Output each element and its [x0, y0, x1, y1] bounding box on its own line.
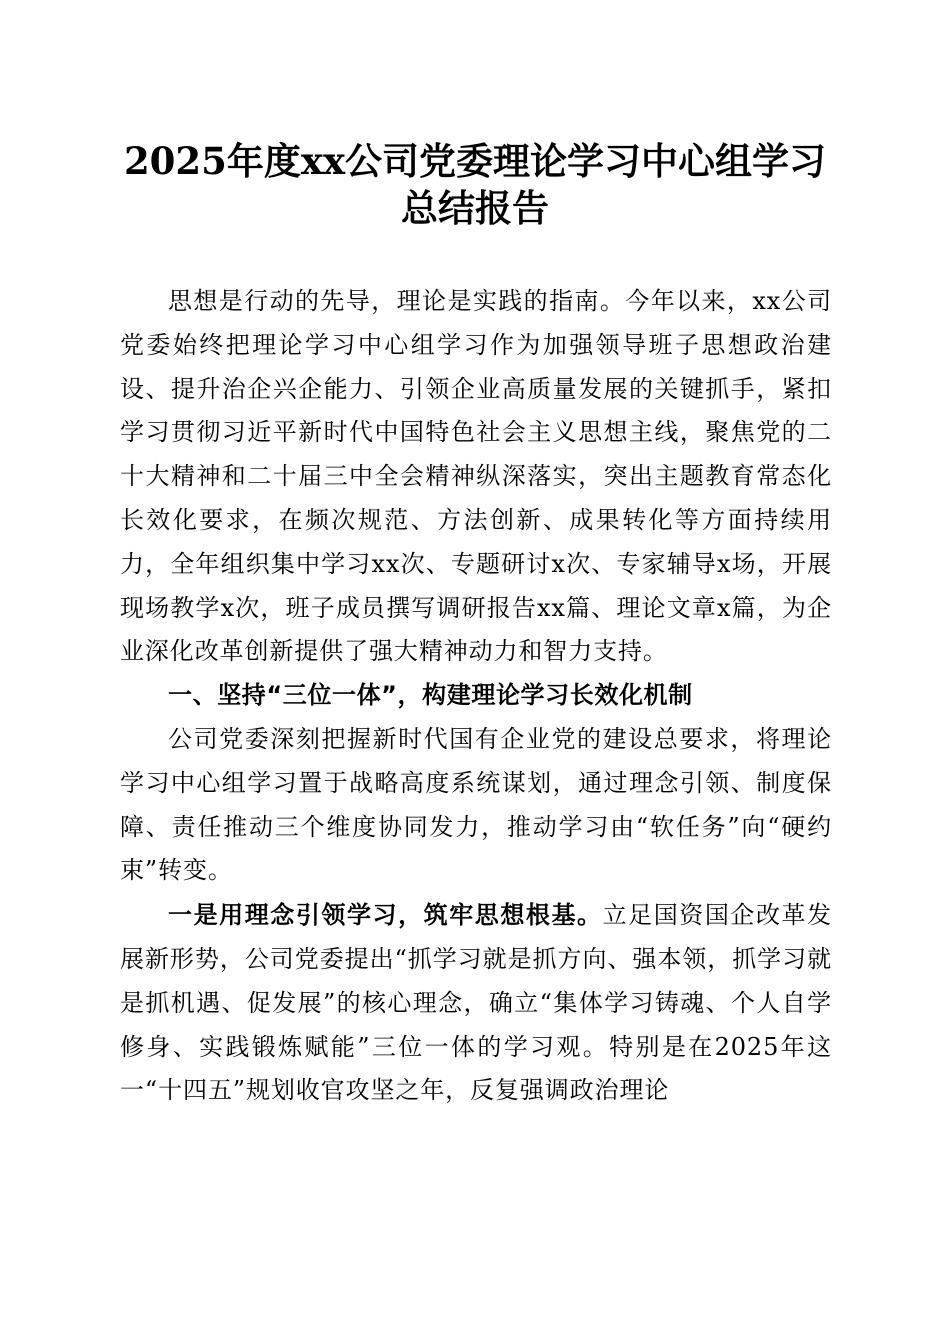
section-1-heading: 一、坚持“三位一体”，构建理论学习长效化机制 — [168, 681, 693, 710]
point-1-paragraph — [120, 893, 832, 1113]
point-1-lead: 一是用理念引领学习，筑牢思想根基。 — [168, 900, 603, 930]
point-1-text: 立足国资国企改革发展新形势，公司党委提出“抓学习就是抓方向、强本领，抓学习就是抓机遇、促发展”的核心理念，确立“集体学习铸魂、个人自学修身、实践锻炼赋能”三位一体的学习观。特别是在2025年这一“十四五”规划收官攻坚之年，反复强调政治理论 — [120, 901, 832, 1105]
document-body — [120, 280, 832, 1113]
section-1-paragraph: 公司党委深刻把握新时代国有企业党的建设总要求，将理论学习中心组学习置于战略高度系统谋划，通过理念引领、制度保障、责任推动三个维度协同发力，推动学习由“软任务”向“硬约束”转变。 — [120, 724, 832, 885]
intro-paragraph: 思想是行动的先导，理论是实践的指南。今年以来，xx公司党委始终把理论学习中心组学习作为加强领导班子思想政治建设、提升治企兴企能力、引领企业高质量发展的关键抓手，紧扣学习贯彻习近平新时代中国特色社会主义思想主线，聚焦党的二十大精神和二十届三中全会精神纵深落实，突出主题教育常态化长效化要求，在频次规范、方法创新、成果转化等方面持续用力，全年组织集中学习xx次、专题研讨x次、专家辅导x场，开展现场教学x次，班子成员撰写调研报告xx篇、理论文章x篇，为企业深化改革创新提供了强大精神动力和智力支持。 — [120, 287, 832, 666]
document-title: 2025年度xx公司党委理论学习中心组学习总结报告 — [123, 139, 827, 230]
